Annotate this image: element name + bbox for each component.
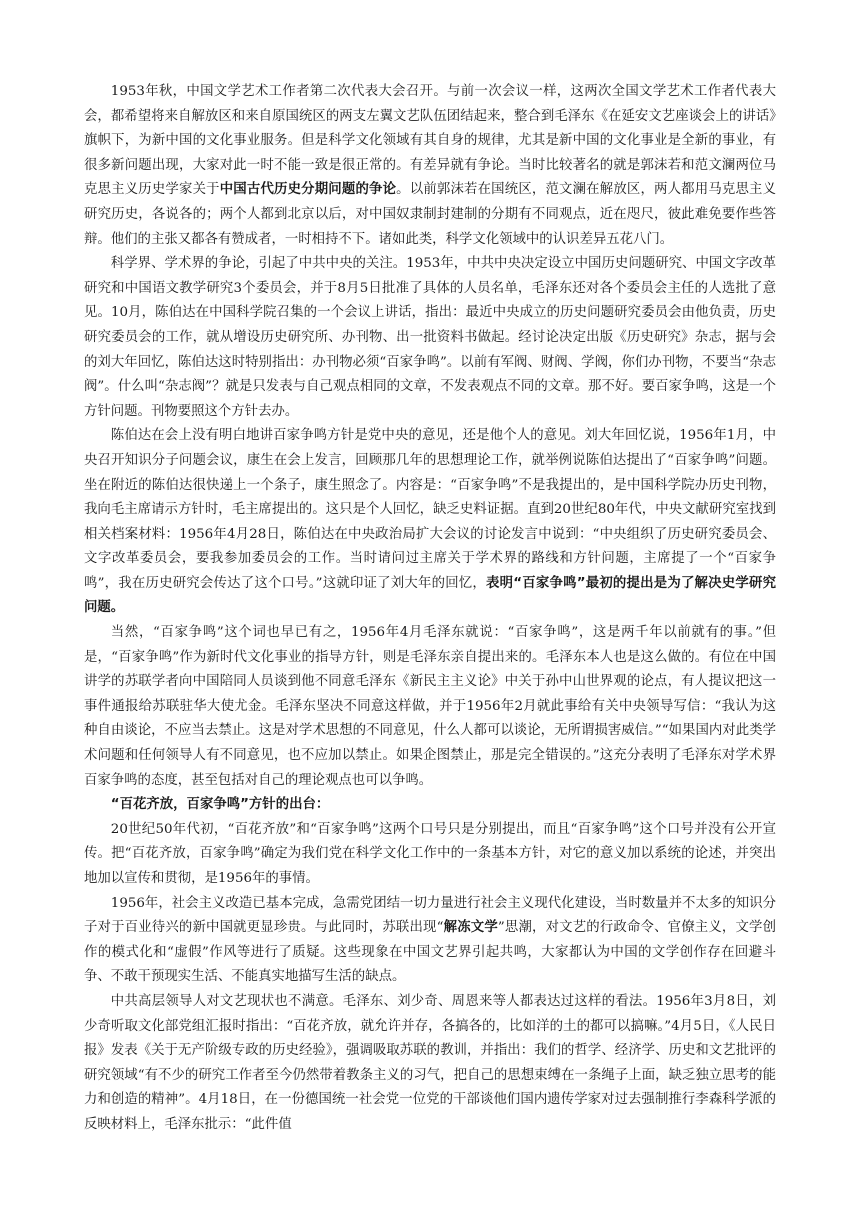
bold-emphasis: 解冻文学 xyxy=(443,920,498,936)
paragraph xyxy=(84,818,776,892)
document-page xyxy=(84,80,776,1138)
paragraph xyxy=(84,621,776,793)
bold-emphasis: 表明“百家争鸣”最初的提出是为了解决史学研究问题。 xyxy=(84,575,776,616)
paragraph-text: 科学界、学术界的争论，引起了中共中央的关注。1953年，中共中央决定设立中国历史问题研究、中国文字改革研究和中国语文教学研究3个委员会，并于8月5日批准了具体的人员名单，毛泽东还对各个委员会主任的人选批了意见。10月，陈伯达在中国科学院召集的一个会议上讲话，指出：最近中央成立的历史问题研究委员会由他负责，历史研究委员会的工作，就从增设历史研究所、办刊物、出一批资料书做起。经讨论决定出版《历史研究》杂志，据与会的刘大年回忆，陈伯达这时特别指出：办刊物必须“百家争鸣”。以前有军阀、财阀、学阀，你们办刊物，不要当“杂志阀”。什么叫“杂志阀”？就是只发表与自己观点相同的文章，不发表观点不同的文章。那不好。要百家争鸣，这是一个方针问题。刊物要照这个方针去办。 xyxy=(84,256,776,419)
paragraph-text: 中共高层领导人对文艺现状也不满意。毛泽东、刘少奇、周恩来等人都表达过这样的看法。1956年3月8日，刘少奇听取文化部党组汇报时指出：“百花齐放，就允许并存，各搞各的，比如洋的土的都可以搞嘛。”4月5日，《人民日报》发表《关于无产阶级专政的历史经验》，强调吸取苏联的教训，并指出：我们的哲学、经济学、历史和文艺批评的研究领域“有不少的研究工作者至今仍然带着教条主义的习气，把自己的思想束缚在一条绳子上面，缺乏独立思考的能力和创造的精神”。4月18日，在一份德国统一社会党一位党的干部谈他们国内遗传学家对过去强制推行李森科学派的反映材料上，毛泽东批示：“此件值 xyxy=(84,993,776,1132)
paragraph-text: 。以前郭沫若在国统区，范文澜在解放区，两人都用马克思主义研究历史，各说各的；两个人都到北京以后，对中国奴隶制封建制的分期有不同观点，近在咫尺，彼此难免要作些答辩。他们的主张又都各有赞成者，一时相持不下。诸如此类，科学文化领域中的认识差异五花八门。 xyxy=(84,182,777,247)
paragraph-text: 20世纪50年代初，“百花齐放”和“百家争鸣”这两个口号只是分别提出，而且“百家争鸣”这个口号并没有公开宣传。把“百花齐放，百家争鸣”确定为我们党在科学文化工作中的一条基本方针，对它的意义加以系统的论述，并突出地加以宣传和贯彻，是1956年的事情。 xyxy=(84,821,776,886)
paragraph-text: ”思潮，对文艺的行政命令、官僚主义，文学创作的模式化和“虚假”作风等进行了质疑。这些现象在中国文艺界引起共鸣，大家都认为中国的文学创作存在回避斗争、不敢干预现实生活、不能真实地描写生活的缺点。 xyxy=(84,920,776,985)
paragraph xyxy=(84,252,776,424)
paragraph-text: 1953年秋，中国文学艺术工作者第二次代表大会召开。与前一次会议一样，这两次全国文学艺术工作者代表大会，都希望将来自解放区和来自原国统区的两支左翼文艺队伍团结起来，整合到毛泽东《在延安文艺座谈会上的讲话》旗帜下，为新中国的文化事业服务。但是科学文化领域有其自身的规律，尤其是新中国的文化事业是全新的事业，有很多新问题出现，大家对此一时不能一致是很正常的。有差异就有争论。当时比较著名的就是郭沫若和范文澜两位马克思主义历史学家关于 xyxy=(84,84,776,198)
document-body-before-heading xyxy=(84,80,776,793)
paragraph-text: 当然，“百家争鸣”这个词也早已有之，1956年4月毛泽东就说：“百家争鸣”，这是两千年以前就有的事。”但是，“百家争鸣”作为新时代文化事业的指导方针，则是毛泽东亲自提出来的。毛泽东本人也是这么做的。有位在中国讲学的苏联学者向中国陪同人员谈到他不同意毛泽东《新民主主义论》中关于孙中山世界观的论点，有人提议把这一事件通报给苏联驻华大使尤金。毛泽东坚决不同意这样做，并于1956年2月就此事给有关中央领导写信：“我认为这种自由谈论，不应当去禁止。这是对学术思想的不同意见，什么人都可以谈论，无所谓损害威信。”“如果国内对此类学术问题和任何领导人有不同意见，也不应加以禁止。如果企图禁止，那是完全错误的。”这充分表明了毛泽东对学术界百家争鸣的态度，甚至包括对自己的理论观点也可以争鸣。 xyxy=(84,625,776,788)
paragraph-text: 陈伯达在会上没有明白地讲百家争鸣方针是党中央的意见，还是他个人的意见。刘大年回忆说，1956年1月，中央召开知识分子问题会议，康生在会上发言，回顾那几年的思想理论工作，就举例说陈伯达提出了“百家争鸣”问题。坐在附近的陈伯达很快递上一个条子，康生照念了。内容是：“百家争鸣”不是我提出的，是中国科学院办历史刊物，我向毛主席请示方针时，毛主席提出的。这只是个人回忆，缺乏史料证据。直到20世纪80年代，中央文献研究室找到相关档案材料：1956年4月28日，陈伯达在中央政治局扩大会议的讨论发言中说到：“中央组织了历史研究委员会、文字改革委员会，要我参加委员会的工作。当时请问过主席关于学术界的路线和方针问题，主席提了一个“百家争鸣”，我在历史研究会传达了这个口号。”这就印证了刘大年的回忆， xyxy=(84,428,776,591)
paragraph xyxy=(84,990,776,1138)
paragraph xyxy=(84,80,776,252)
section-heading: “百花齐放，百家争鸣”方针的出台： xyxy=(110,797,330,813)
paragraph xyxy=(84,424,776,621)
paragraph xyxy=(84,892,776,990)
paragraph-text: 1956年，社会主义改造已基本完成，急需党团结一切力量进行社会主义现代化建设，当时数量并不太多的知识分子对于百业待兴的新中国就更显珍贵。与此同时，苏联出现“ xyxy=(84,895,776,936)
bold-emphasis: 中国古代历史分期问题的争论 xyxy=(219,182,397,198)
document-body-after-heading xyxy=(84,818,776,1138)
